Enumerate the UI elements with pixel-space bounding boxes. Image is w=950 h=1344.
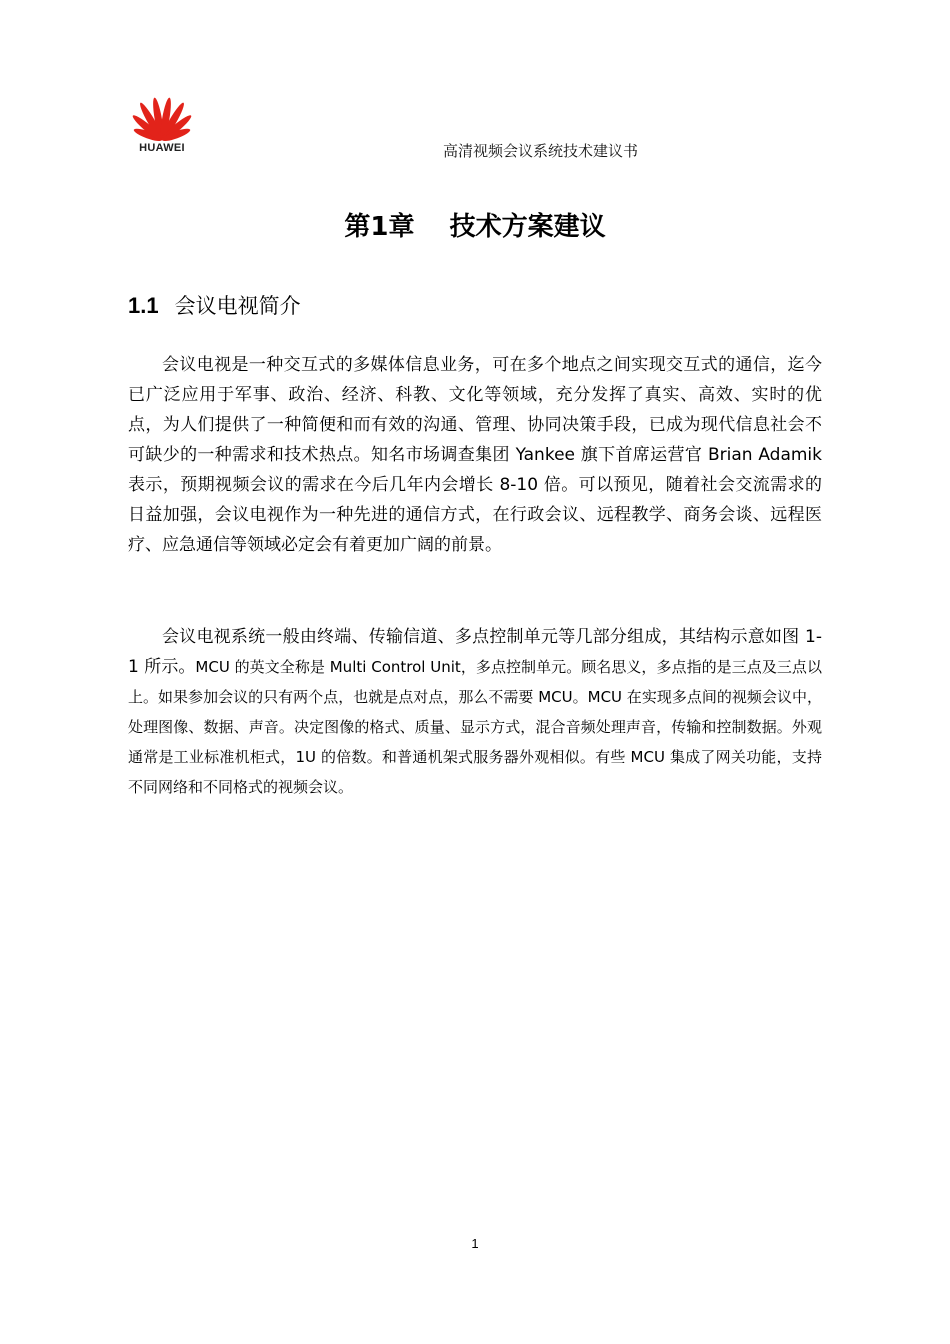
paragraph-2-lead: 会议电视系统一般由终端、传输信道、多点控制单元等几部分组成，其结构示意如图 1-1 所示。	[128, 627, 822, 677]
body-paragraph-1: 会议电视是一种交互式的多媒体信息业务，可在多个地点之间实现交互式的通信，迄今已广泛应用于军事、政治、经济、科教、文化等领域，充分发挥了真实、高效、实时的优点，为人们提供了一种简便和而有效的沟通、管理、协同决策手段，已成为现代信息社会不可缺少的一种需求和技术热点。知名市场调查集团 Yankee 旗下首席运营官 Brian Adamik 表示，预期视频会议的需求在今后几年内会增长 8-10 倍。可以预见，随着社会交流需求的日益加强，会议电视作为一种先进的通信方式，在行政会议、远程教学、商务会谈、远程医疗、应急通信等领域必定会有着更加广阔的前景。	[128, 355, 822, 555]
huawei-logo	[128, 96, 196, 160]
logo-wordmark: HUAWEI	[139, 142, 185, 154]
section-title-text: 会议电视简介	[174, 294, 301, 318]
huawei-petal-icon	[132, 96, 192, 142]
body-paragraph-2	[128, 622, 822, 802]
paragraph-2-rest: MCU 的英文全称是 Multi Control Unit，多点控制单元。顾名思义，多点指的是三点及三点以上。如果参加会议的只有两个点，也就是点对点，那么不需要 MCU。MCU 在实现多点间的视频会议中，处理图像、数据、声音。决定图像的格式、质量、显示方式，混合音频处理声音，传输和控制数据。外观通常是工业标准机柜式，1U 的倍数。和普通机架式服务器外观相似。有些 MCU 集成了网关功能，支持不同网络和不同格式的视频会议。	[128, 658, 822, 796]
header-divider	[128, 170, 822, 171]
page-number: 1	[471, 1236, 479, 1251]
section-number: 1.1	[128, 293, 159, 318]
running-header-title: 高清视频会议系统技术建议书	[442, 142, 638, 160]
chapter-title: 第1章 技术方案建议	[344, 212, 606, 242]
section-heading	[128, 290, 301, 320]
